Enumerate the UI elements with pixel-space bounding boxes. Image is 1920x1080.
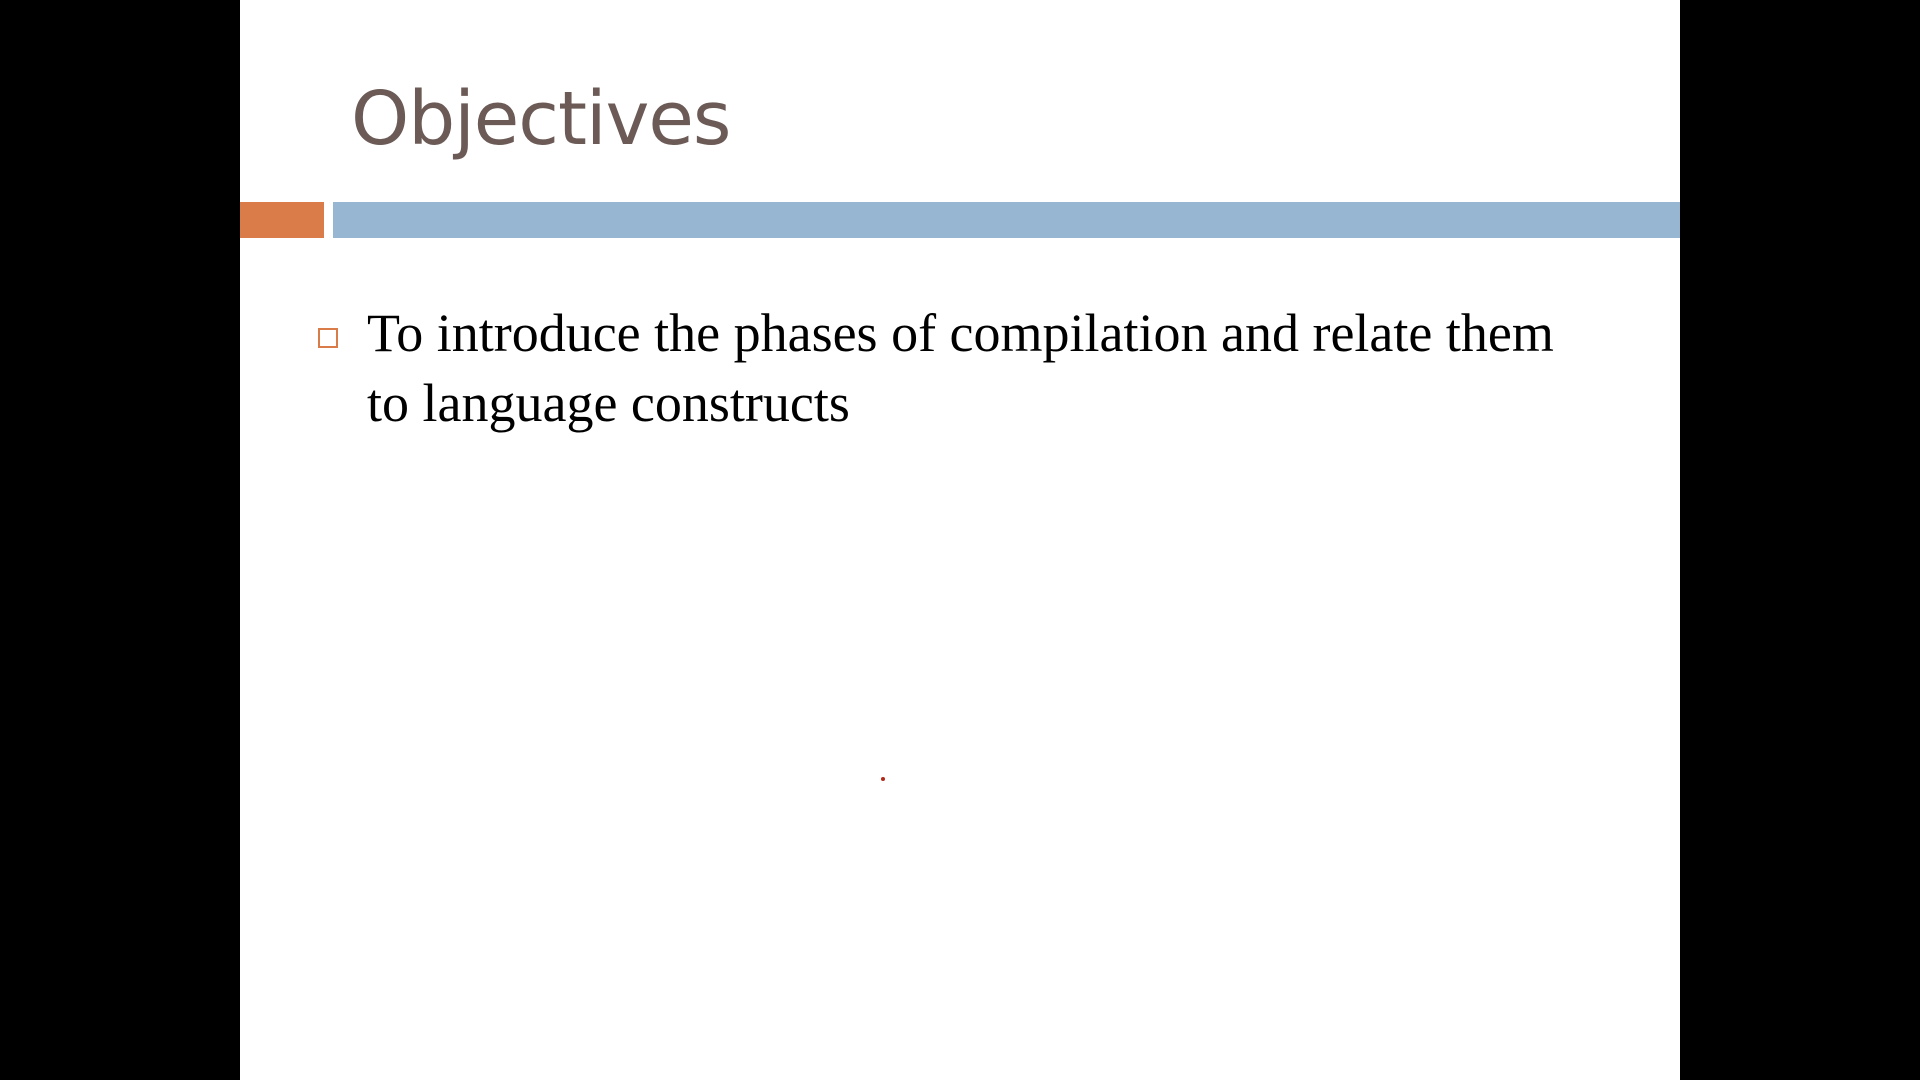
slide	[240, 0, 1680, 1080]
bullet-text: To introduce the phases of compilation and relate them to language constructs	[367, 303, 1554, 433]
title-accent-bar-blue	[333, 202, 1680, 238]
hollow-square-icon	[318, 328, 338, 348]
bullet-item	[318, 298, 1578, 438]
title-accent-bar-orange	[240, 202, 324, 238]
laser-pointer-dot-icon	[881, 777, 885, 781]
bullet-list	[318, 298, 1578, 438]
slide-title: Objectives	[351, 76, 731, 162]
